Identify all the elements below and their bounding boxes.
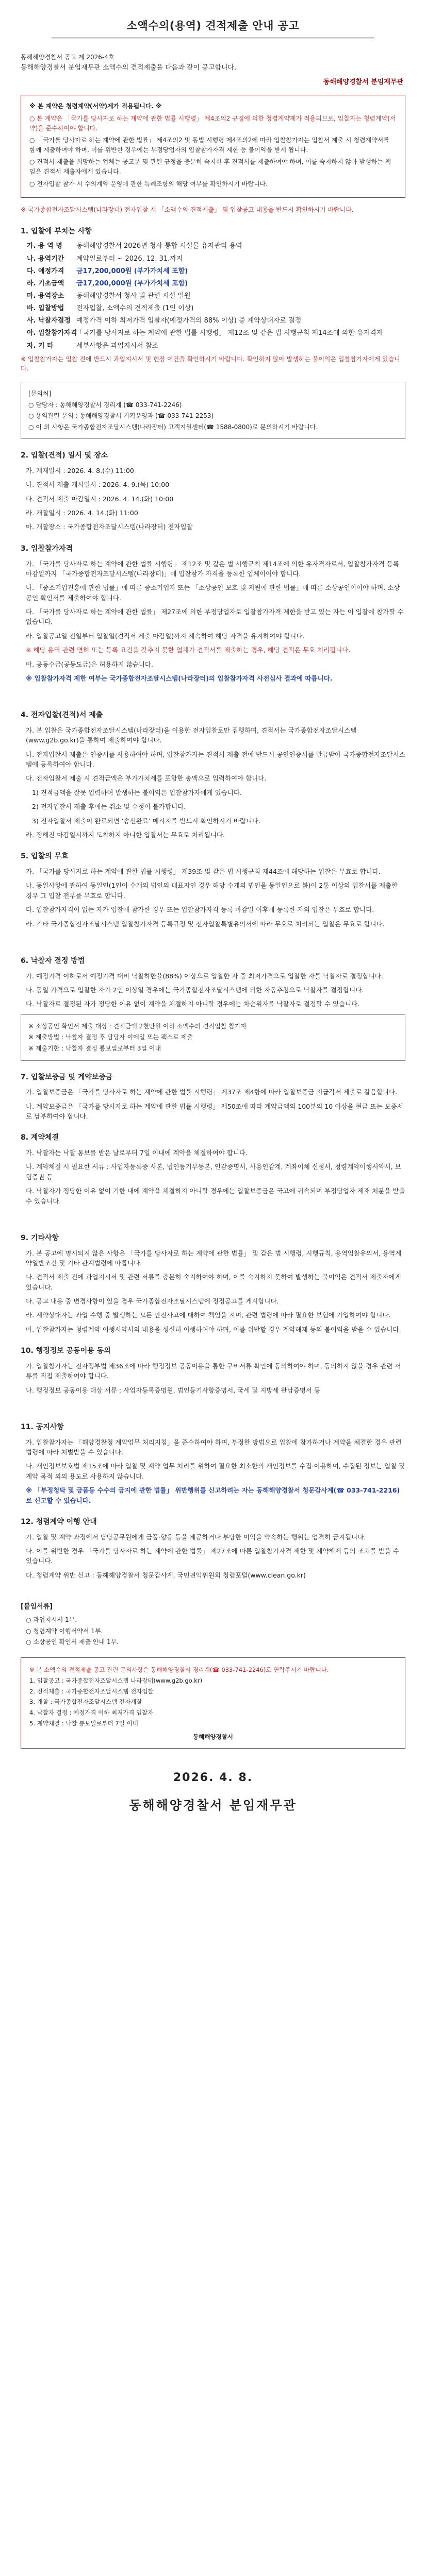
paragraph: 가. 「국가를 당사자로 하는 계약에 관한 법률 시행령」 제12조 및 같은 법 시행규칙 제14조에 의한 유자격자로서, 입찰참가자격 등록 마감일까지 「국가종합전자조달시스템(나라장터)」에 입찰참가 자격을 등록한 업체이어야 합니다. [26, 560, 399, 578]
section-4-after: 라. 정해진 마감일시까지 도착하지 아니한 입찰서는 무효로 처리됩니다. [26, 831, 225, 839]
paragraph: 나. 견적서 제출 전에 과업지시서 및 관련 서류를 충분히 숙지하여야 하며, 이를 숙지하지 못하여 발생하는 불이익은 견적서 제출자에게 있습니다. [26, 1273, 401, 1291]
bid-info-key: 라. 기초금액 [27, 279, 64, 287]
box-line: ※ 제출방법 : 낙찰자 결정 후 담당자 이메일 또는 팩스로 제출 [28, 1033, 193, 1041]
paragraph: 가. 입찰보증금은 「국가를 당사자로 하는 계약에 관한 법률 시행령」 제37조 제4항에 따라 입찰보증금 지급각서 제출로 갈음합니다. [26, 1088, 398, 1096]
paragraph: 나. 계약보증금은 「국가를 당사자로 하는 계약에 관한 법률 시행령」 제50조에 따라 계약금액의 100분의 10 이상을 현금 또는 보증서로 납부하여야 합니다. [26, 1102, 403, 1120]
paragraph: 가. 입찰참가자는 전자정부법 제36조에 따라 행정정보 공동이용을 통한 구비서류 확인에 동의하여야 하며, 동의하지 않을 경우 관련 서류를 직접 제출하여야 합니다. [26, 1362, 401, 1380]
section-4-body [21, 725, 405, 784]
bid-info-key: 다. 예정가격 [27, 267, 64, 275]
paragraph: 라. 기타 국가종합전자조달시스템 입찰참가자격 등록규정 및 전자입찰특별유의서에 따라 무효로 처리되는 입찰은 무효로 합니다. [26, 920, 385, 928]
paragraph: 다. 입찰참가자격이 없는 자가 입찰에 참가한 경우 또는 입찰참가자격 등록 마감일 이후에 등록한 자의 입찰은 무효로 합니다. [26, 906, 374, 914]
sub-paragraph: 2) 전자입찰서 제출 후에는 취소 및 수정이 불가합니다. [32, 803, 186, 811]
bid-info-row [27, 341, 405, 351]
bid-info-key: 마. 용역장소 [27, 292, 64, 300]
summary-line: 1. 입찰공고 : 국가종합전자조달시스템 나라장터(www.g2b.go.kr) [29, 1676, 203, 1684]
summary-box [21, 1657, 405, 1749]
bid-info-row [27, 241, 405, 251]
section-12-title: 12. 청렴계약 이행 안내 [21, 1517, 97, 1526]
section-11-blue-note: ※ 「부정청탁 및 금품등 수수의 금지에 관한 법률」 위반행위를 신고하려는 자는 동해해양경찰서 청문감사계(☎ 033-741-2216)로 신고할 수 있습니다. [26, 1486, 400, 1504]
schedule-list [21, 466, 405, 532]
section-3-more: 마. 공동수급(공동도급)은 허용하지 않습니다. [26, 660, 153, 668]
paragraph: 나. 계약체결 시 필요한 서류 : 사업자등록증 사본, 법인등기부등본, 인감증명서, 사용인감계, 계좌이체 신청서, 청렴계약이행서약서, 보험증권 등 [26, 1163, 401, 1181]
rule-line: ○ 「국가를 당사자로 하는 계약에 관한 법률」 제4조의2 및 동법 시행령 제4조의2에 따라 입찰참가자는 입찰서 제출 시 청렴계약서를 함께 제출하여야 하며, 이를 위반한 경우에는 부정당업자의 입찰참가자격 제한 등 불이익을 받게 됩니다. [29, 137, 389, 154]
summary-line: 5. 계약체결 : 낙찰 통보일로부터 7일 이내 [29, 1720, 138, 1727]
page-title: 소액수의(용역) 견적제출 안내 공고 [52, 18, 374, 39]
box-line: ※ 제출기한 : 낙찰자 결정 통보일로부터 3일 이내 [28, 1044, 161, 1052]
notice-date: 2026. 4. 8. [173, 1771, 253, 1784]
section-7-body [21, 1087, 405, 1121]
bid-info-row [27, 291, 405, 301]
paragraph: 가. 낙찰자는 낙찰 통보를 받은 날로부터 7일 이내에 계약을 체결하여야 합니다. [26, 1149, 248, 1157]
summary-box-org: 동해해양경찰서 [193, 1733, 233, 1740]
issuer-final: 동해해양경찰서 분임재무관 [129, 1798, 297, 1812]
paragraph: 다. 청렴계약 위반 신고 : 동해해양경찰서 청문감사계, 국민권익위원회 청렴포털(www.clean.go.kr) [26, 1571, 306, 1579]
integrity-rule-box [21, 95, 405, 198]
paragraph: 다. 낙찰자로 결정된 자가 정당한 이유 없이 계약을 체결하지 아니할 경우에는 차순위자를 낙찰자로 결정할 수 있습니다. [26, 1000, 360, 1008]
section-3-red-note: ※ 해당 용역 관련 면허 또는 등록 요건을 갖추지 못한 업체가 견적서를 제출하는 경우, 해당 견적은 무효 처리됩니다. [26, 646, 351, 654]
rule-line: ○ 견적서 제출을 희망하는 업체는 공고문 및 관련 규정을 충분히 숙지한 후 견적서를 제출하여야 하며, 이를 숙지하지 않아 발생하는 책임은 견적서 제출자에게 있습니다. [29, 158, 391, 175]
section-4-title: 4. 전자입찰(견적)서 제출 [21, 711, 103, 720]
paragraph: 다. 공고 내용 중 변경사항이 있을 경우 국가종합전자조달시스템에 정정공고를 게시합니다. [26, 1297, 279, 1306]
sub-paragraph: 3) 전자입찰서 제출이 완료되면 ‘송신완료’ 메시지를 반드시 확인하시기 바랍니다. [32, 817, 260, 825]
bid-info-row [27, 266, 405, 277]
rule-line: ○ 본 계약은 「국가를 당사자로 하는 계약에 관한 법률 시행령」 제4조의2 규정에 의한 청렴계약제가 적용되므로, 입찰자는 청렴계약(서약)을 준수하여야 합니다. [29, 115, 396, 132]
attachment-item: ○ 소상공인 확인서 제출 안내 1부. [26, 1638, 119, 1646]
summary-line: 4. 낙찰자 결정 : 예정가격 이하 최저가격 입찰자 [29, 1709, 154, 1717]
paragraph: 나. 동일 가격으로 입찰한 자가 2인 이상일 경우에는 국가종합전자조달시스템에 의한 자동추첨으로 낙찰자를 결정합니다. [26, 986, 364, 994]
contact-box [21, 382, 405, 439]
issuer-top: 동해해양경찰서 분임재무관 [323, 78, 403, 87]
sub-paragraph: 1) 견적금액을 잘못 입력하여 발생하는 불이익은 입찰참가자에게 있습니다. [32, 788, 242, 796]
bid-info-value: 전자입찰, 소액수의 견적제출 (1인 이상) [76, 304, 194, 313]
bid-info-key: 나. 용역기간 [27, 255, 64, 263]
rule-line: ※ 본 계약은 청렴계약(서약)제가 적용됩니다. ※ [29, 103, 162, 110]
bid-info-key: 아. 입찰참가자격 [27, 329, 77, 337]
section-9-title: 9. 기타사항 [21, 1233, 59, 1242]
section-4-sub [21, 788, 405, 826]
section-6-title: 6. 낙찰자 결정 방법 [21, 956, 85, 965]
paragraph: 나. 이를 위반한 경우 「국가를 당사자로 하는 계약에 관한 법률」 제27조에 따른 입찰참가자격 제한 및 계약해제 등의 조치를 받을 수 있습니다. [26, 1547, 400, 1565]
section-3-body [21, 559, 405, 641]
paragraph: 마. 입찰참가자는 청렴계약 이행서약서의 내용을 성실히 이행하여야 하며, 이를 위반할 경우 계약해제 등의 불이익을 받을 수 있습니다. [26, 1325, 401, 1333]
paragraph: 다. 「국가를 당사자로 하는 계약에 관한 법률」 제27조에 의한 부정당업자로 입찰참가자격 제한을 받고 있는 자는 이 입찰에 참가할 수 없습니다. [26, 608, 404, 626]
bid-info-value: 동해해양경찰서 청사 및 관련 시설 일원 [76, 292, 191, 300]
bid-info-value: 계약일로부터 ~ 2026. 12. 31.까지 [76, 255, 183, 263]
section-8-title: 8. 계약체결 [21, 1133, 59, 1142]
paragraph: 나. 전자입찰서 제출은 인증서를 사용하여야 하며, 입찰참가자는 견적서 제출 전에 반드시 공인인증서를 발급받아 국가종합전자조달시스템에 등록하여야 합니다. [26, 750, 405, 769]
schedule-line: 다. 견적서 제출 마감일시 : 2026. 4. 14.(화) 10:00 [26, 495, 174, 503]
section-9-body [21, 1248, 405, 1335]
bid-info-key: 가. 용 역 명 [27, 242, 62, 250]
g2b-note: ※ 국가종합전자조달시스템(나라장터) 전자입찰 시 「소액수의 견적제출」 및 입찰공고 내용을 반드시 확인하시기 바랍니다. [21, 206, 354, 214]
bid-info-value: 예정가격 이하 최저가격 입찰자(예정가격의 88% 이상) 중 계약상대자로 결정 [76, 317, 302, 325]
box-line: ※ 소상공인 확인서 제출 대상 : 견적금액 2천만원 이하 소액수의 견적입찰 참가자 [28, 1022, 247, 1030]
bid-info-value: 금17,200,000원 (부가가치세 포함) [76, 279, 188, 287]
bid-info-key: 바. 입찰방법 [27, 304, 64, 313]
paragraph: 가. 본 공고에 명시되지 않은 사항은 「국가를 당사자로 하는 계약에 관한 법률」 및 같은 법 시행령, 시행규칙, 용역입찰유의서, 용역계약일반조건 및 기타 관계법령에 따릅니다. [26, 1249, 402, 1267]
attachments-list [26, 1615, 405, 1647]
section-7-title: 7. 입찰보증금 및 계약보증금 [21, 1073, 113, 1081]
section-10-title: 10. 행정정보 공동이용 동의 [21, 1347, 111, 1355]
bid-info-row [27, 316, 405, 326]
bid-info-row [27, 254, 405, 264]
section-1-note: ※ 입찰참가자는 입찰 전에 반드시 과업지시서 및 현장 여건을 확인하시기 바랍니다. 확인하지 않아 발생하는 불이익은 입찰참가자에게 있습니다. [21, 355, 400, 372]
section-11-body [21, 1437, 405, 1482]
section-10-body [21, 1361, 405, 1395]
bid-info-list [21, 241, 405, 351]
section-5-body [21, 867, 405, 929]
summary-line: ※ 본 소액수의 견적제출 공고 관련 문의사항은 동해해양경찰서 경리계(☎ 033-741-2246)로 연락주시기 바랍니다. [29, 1666, 329, 1674]
notice-number: 동해해양경찰서 공고 제 2026-4호 [21, 53, 114, 61]
bid-info-row [27, 279, 405, 289]
bid-info-row [27, 303, 405, 314]
summary-line: 2. 견적제출 : 국가종합전자조달시스템 전자입찰 [29, 1687, 154, 1695]
paragraph: 라. 입찰공고일 전일부터 입찰일(견적서 제출 마감일)까지 계속하여 해당 자격을 유지하여야 합니다. [26, 632, 305, 640]
attachment-item: ○ 청렴계약 이행서약서 1부. [26, 1627, 103, 1635]
paragraph: 가. 입찰 및 계약 과정에서 담당공무원에게 금품·향응 등을 제공하거나 부당한 이익을 약속하는 행위는 엄격히 금지됩니다. [26, 1533, 366, 1541]
paragraph: 나. 개인정보보호법 제15조에 따라 입찰 및 계약 업무 처리를 위하여 필요한 최소한의 개인정보를 수집·이용하며, 수집된 정보는 입찰 및 계약 목적 외의 용도로 사용하지 않습니다. [26, 1462, 405, 1480]
bid-info-row [27, 328, 405, 338]
bid-info-key: 자. 기 타 [27, 342, 54, 350]
section-6-box [21, 1014, 405, 1061]
bid-info-value: 「국가를 당사자로 하는 계약에 관한 법률 시행령」 제12조 및 같은 법 시행규칙 제14조에 의한 유자격자 [76, 329, 383, 337]
paragraph: 나. 행정정보 공동이용 대상 서류 : 사업자등록증명원, 법인등기사항증명서, 국세 및 지방세 완납증명서 등 [26, 1386, 320, 1394]
paragraph: 가. 입찰참가자는 「해양경찰청 계약업무 처리지침」을 준수하여야 하며, 부정한 방법으로 입찰에 참가하거나 계약을 체결한 경우 관련 법령에 따라 처벌받을 수 있습니다. [26, 1438, 402, 1456]
bid-info-value: 금17,200,000원 (부가가치세 포함) [76, 267, 188, 275]
contact-line: ○ 담당자 : 동해해양경찰서 경리계 (☎ 033-741-2246) [28, 401, 182, 409]
paragraph: 다. 낙찰자가 정당한 이유 없이 기한 내에 계약을 체결하지 아니할 경우에는 입찰보증금은 국고에 귀속되며 부정당업자 제재 처분을 받을 수 있습니다. [26, 1187, 405, 1205]
section-5-title: 5. 입찰의 무효 [21, 852, 69, 861]
paragraph: 가. 「국가를 당사자로 하는 계약에 관한 법률 시행령」 제39조 및 같은 법 시행규칙 제44조에 해당하는 입찰은 무효로 합니다. [26, 868, 381, 876]
section-2-title: 2. 입찰(견적) 일시 및 장소 [21, 451, 108, 460]
rule-line: ○ 전자입찰 참가 시 수의계약 운영에 관한 특례조항의 해당 여부를 확인하시기 바랍니다. [29, 180, 268, 188]
contact-line: [문의처] [28, 389, 52, 397]
section-3-blue-note: ※ 입찰참가자격 제한 여부는 국가종합전자조달시스템(나라장터)의 입찰참가자격 사전심사 결과에 따릅니다. [26, 674, 333, 682]
paragraph: 가. 본 입찰은 국가종합전자조달시스템(나라장터)을 이용한 전자입찰로만 집행하며, 견적서는 국가종합전자조달시스템(www.g2b.go.kr)을 통하여 제출하여야 합니다. [26, 726, 357, 744]
contact-line: ○ 용역관련 문의 : 동해해양경찰서 기획운영과 (☎ 033-741-2253) [28, 412, 214, 420]
section-11-title: 11. 공지사항 [21, 1423, 64, 1431]
section-1-title: 1. 입찰에 부치는 사항 [21, 227, 92, 235]
paragraph: 나. 「중소기업진흥에 관한 법률」에 따른 중소기업자 또는 「소상공인 보호 및 지원에 관한 법률」에 따른 소상공인이어야 하며, 소상공인 확인서를 제출하여야 합니다. [26, 584, 400, 602]
schedule-line: 마. 개찰장소 : 국가종합전자조달시스템(나라장터) 전자입찰 [26, 523, 193, 531]
paragraph: 라. 계약상대자는 과업 수행 중 발생하는 모든 안전사고에 대하여 책임을 지며, 관련 법령에 따라 필요한 보험에 가입하여야 합니다. [26, 1311, 391, 1319]
paragraph: 나. 동일사항에 관하여 동일인(1인이 수개의 법인의 대표자인 경우 해당 수개의 법인을 동일인으로 봄)이 2통 이상의 입찰서를 제출한 경우 그 입찰 전부를 무효로 합니다. [26, 882, 398, 900]
bid-info-key: 사. 낙찰자결정 [27, 317, 71, 325]
attachment-item: ○ 과업지시서 1부. [26, 1616, 77, 1624]
section-6-body [21, 971, 405, 1009]
summary-line: 3. 개찰 : 국가종합전자조달시스템 전자개찰 [29, 1698, 142, 1706]
intro-text: 동해해양경찰서 분임재무관 소액수의 견적제출을 다음과 같이 공고합니다. [21, 64, 237, 72]
schedule-line: 나. 견적서 제출 개시일시 : 2026. 4. 9.(목) 10:00 [26, 481, 170, 489]
section-8-body [21, 1148, 405, 1206]
contact-line: ○ 이 외 사항은 국가종합전자조달시스템(나라장터) 고객지원센터(☎ 1588-0800)로 문의하시기 바랍니다. [28, 423, 318, 431]
section-12-body [21, 1532, 405, 1581]
paragraph: 다. 전자입찰서 제출 시 견적금액은 부가가치세를 포함한 총액으로 입력하여야 합니다. [26, 774, 267, 783]
section-3-title: 3. 입찰참가자격 [21, 544, 73, 553]
schedule-line: 가. 게재일시 : 2026. 4. 8.(수) 11:00 [26, 466, 134, 474]
attachments-title: [붙임서류] [21, 1603, 53, 1611]
bid-info-value: 동해해양경찰서 2026년 청사 통합 시설물 유지관리 용역 [76, 242, 242, 250]
bid-info-value: 세부사항은 과업지시서 참조 [76, 342, 158, 350]
paragraph: 가. 예정가격 이하로서 예정가격 대비 낙찰하한율(88%) 이상으로 입찰한 자 중 최저가격으로 입찰한 자를 낙찰자로 결정합니다. [26, 972, 383, 980]
schedule-line: 라. 개찰일시 : 2026. 4. 14.(화) 11:00 [26, 509, 138, 517]
